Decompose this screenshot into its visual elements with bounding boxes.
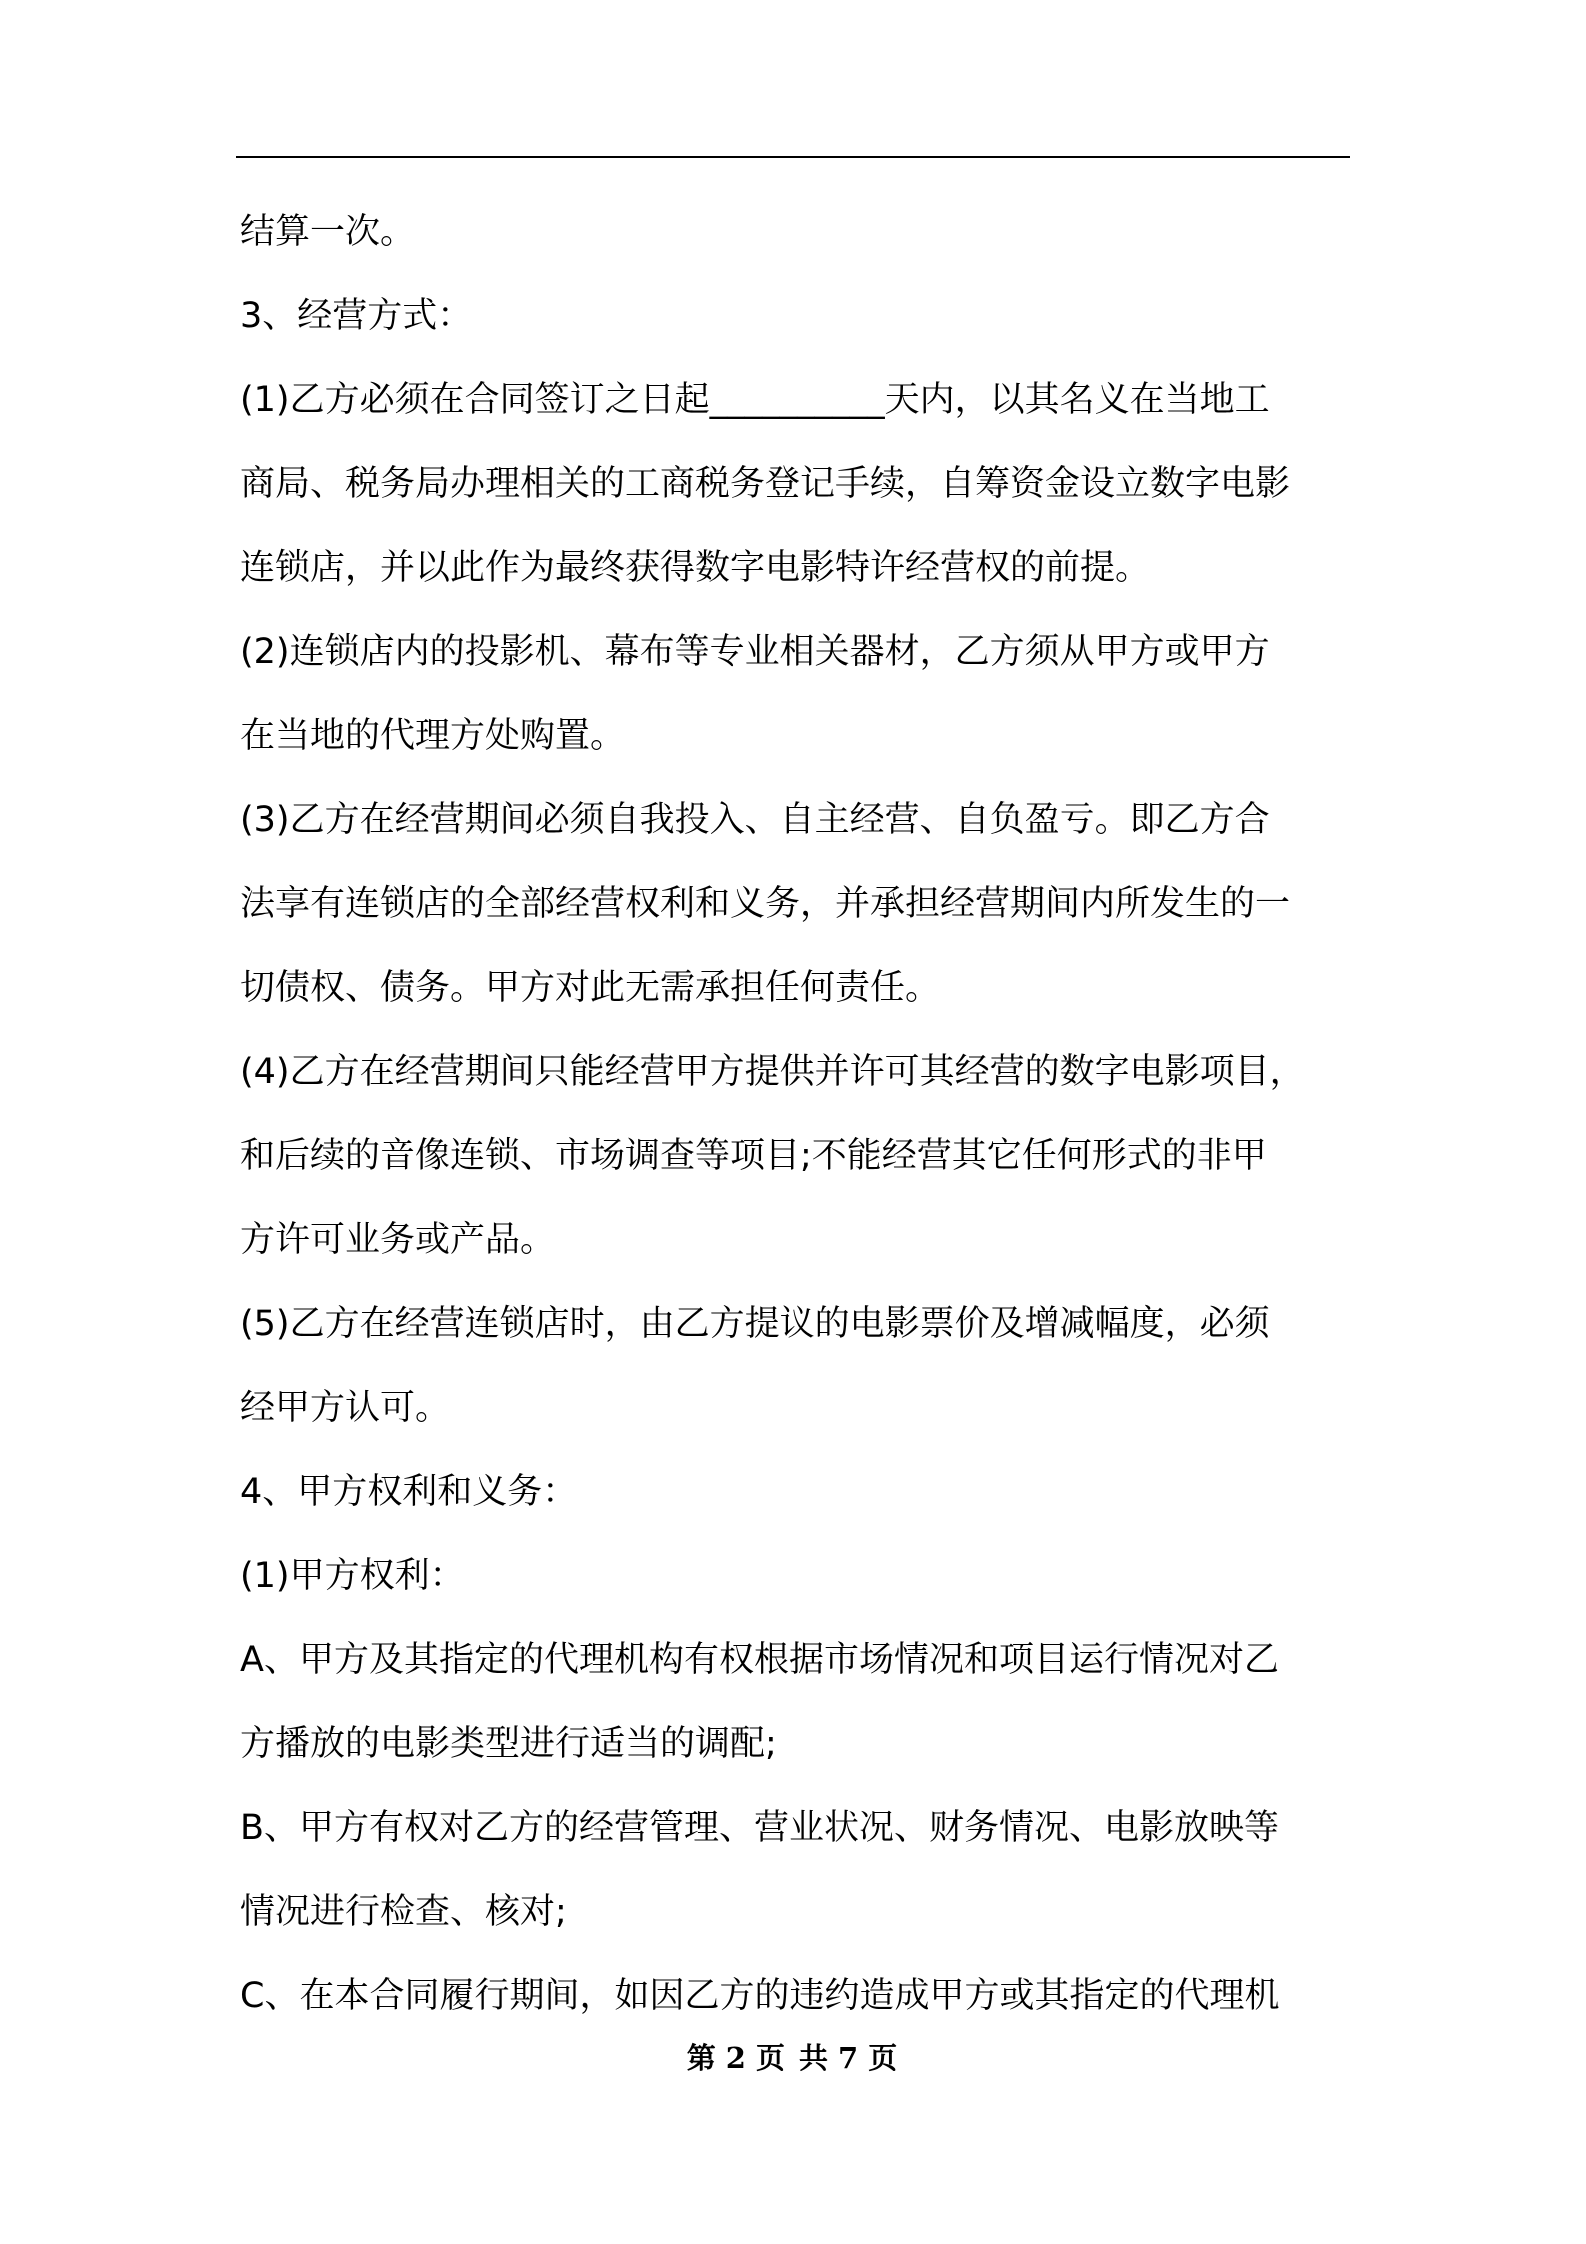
footer-middle: 页 共	[755, 2041, 831, 2075]
text-line: 法享有连锁店的全部经营权利和义务，并承担经营期间内所发生的一	[240, 884, 1291, 924]
text-line: C、在本合同履行期间，如因乙方的违约造成甲方或其指定的代理机	[240, 1976, 1280, 2016]
text-line: B、甲方有权对乙方的经营管理、营业状况、财务情况、电影放映等	[240, 1808, 1280, 1848]
footer-prefix: 第	[686, 2041, 718, 2075]
section-heading: 4、甲方权利和义务：	[240, 1472, 578, 1512]
text-line: (4)乙方在经营期间只能经营甲方提供并许可其经营的数字电影项目，	[240, 1052, 1305, 1092]
text-line: 方播放的电影类型进行适当的调配;	[240, 1724, 777, 1764]
subsection-heading: (1)甲方权利：	[240, 1556, 465, 1596]
text-line: 连锁店，并以此作为最终获得数字电影特许经营权的前提。	[240, 548, 1151, 588]
text-line: 方许可业务或产品。	[240, 1220, 556, 1260]
text-line: (1)乙方必须在合同签订之日起__________天内，以其名义在当地工	[240, 380, 1270, 420]
text-line: A、甲方及其指定的代理机构有权根据市场情况和项目运行情况对乙	[240, 1640, 1279, 1680]
text-line: 结算一次。	[240, 212, 416, 252]
document-body	[240, 190, 1352, 2038]
text-line: 经甲方认可。	[240, 1388, 451, 1428]
text-line: 切债权、债务。甲方对此无需承担任何责任。	[240, 968, 941, 1008]
text-line: (3)乙方在经营期间必须自我投入、自主经营、自负盈亏。即乙方合	[240, 800, 1270, 840]
text-line: 商局、税务局办理相关的工商税务登记手续，自筹资金设立数字电影	[240, 464, 1291, 504]
page-footer	[0, 2038, 1586, 2078]
total-page-count: 7	[838, 2041, 861, 2075]
current-page-number: 2	[725, 2041, 748, 2075]
text-line: (5)乙方在经营连锁店时，由乙方提议的电影票价及增减幅度，必须	[240, 1304, 1270, 1344]
header-rule	[236, 156, 1350, 158]
footer-suffix: 页	[868, 2041, 900, 2075]
text-line: (2)连锁店内的投影机、幕布等专业相关器材，乙方须从甲方或甲方	[240, 632, 1270, 672]
text-line: 在当地的代理方处购置。	[240, 716, 626, 756]
section-heading: 3、经营方式：	[240, 296, 473, 336]
text-line: 情况进行检查、核对;	[240, 1892, 567, 1932]
text-line: 和后续的音像连锁、市场调查等项目;不能经营其它任何形式的非甲	[240, 1136, 1267, 1176]
